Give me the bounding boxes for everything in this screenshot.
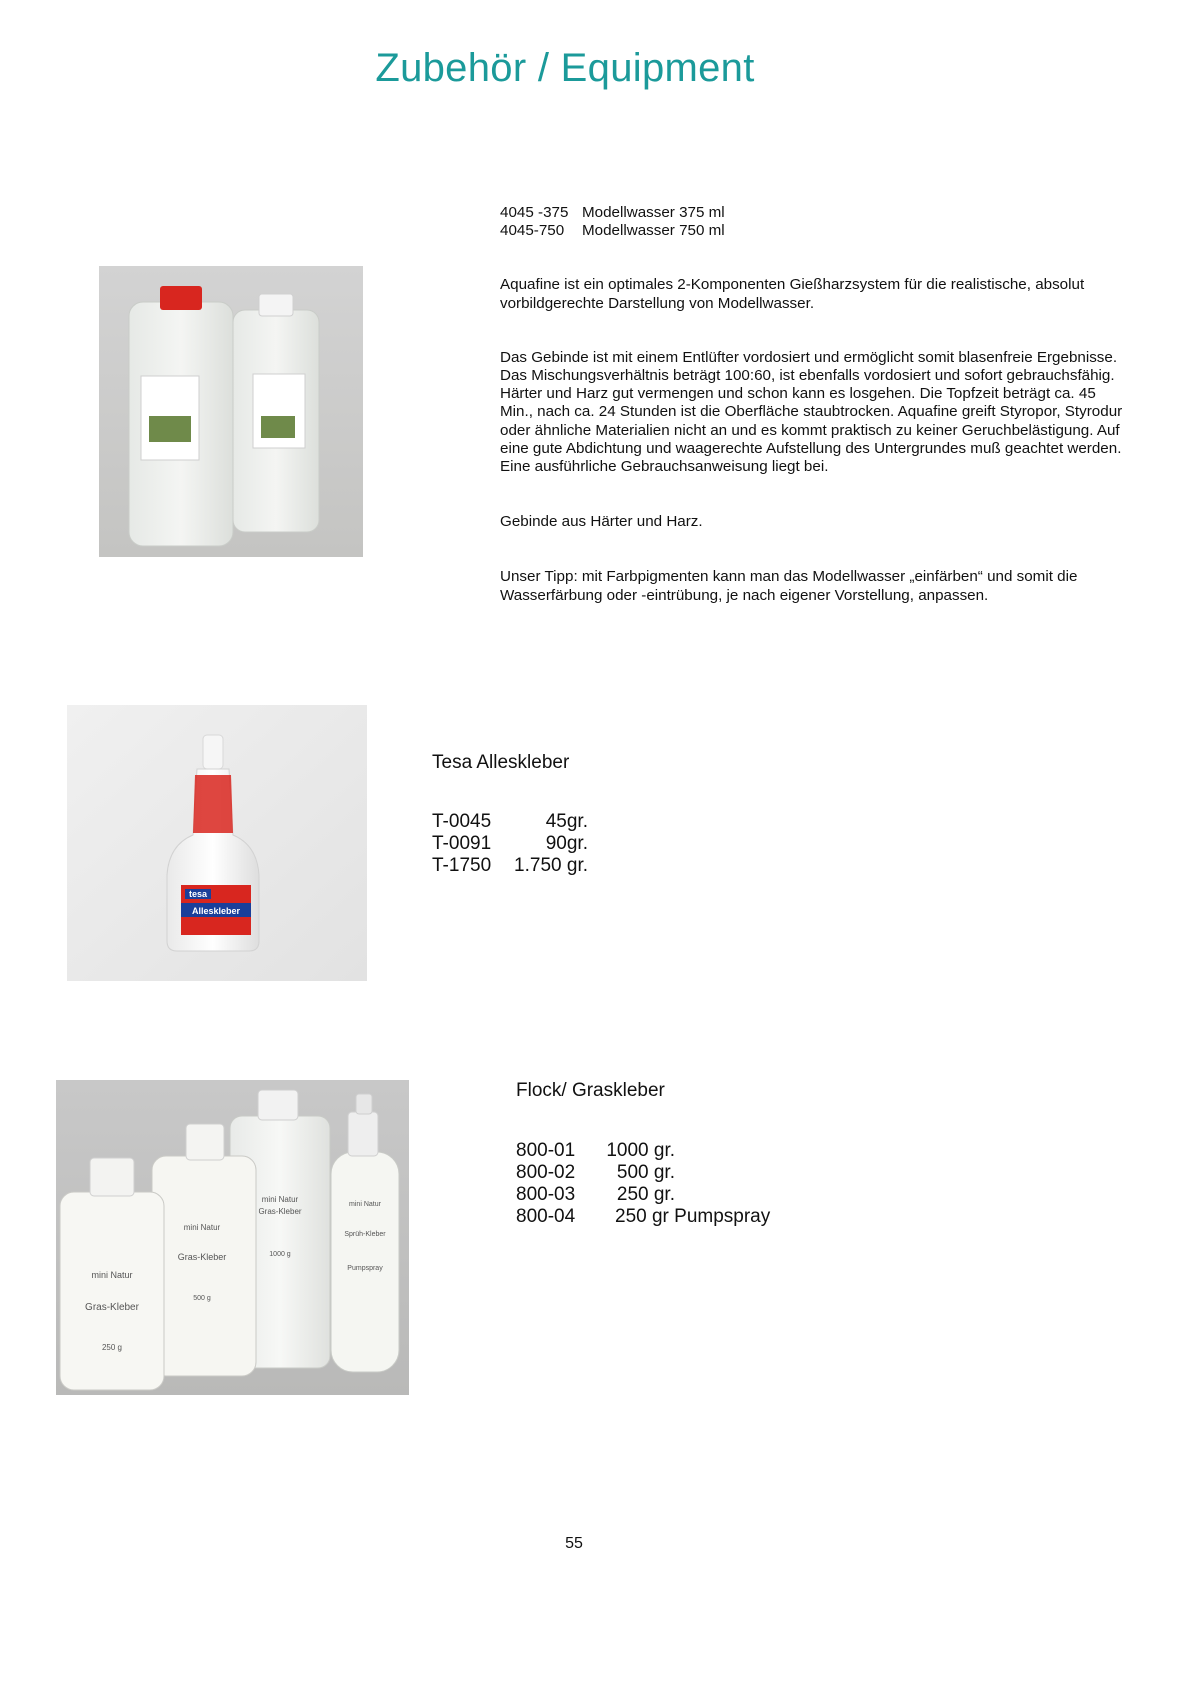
aquafine-paragraph-intro: Aquafine ist ein optimales 2-Komponenten Gießharzsystem für die realistische, absolut vorbildgerechte Darstellung von Modellwasser. bbox=[500, 276, 1085, 312]
article-size: 250 gr. bbox=[616, 1184, 675, 1205]
article-code: 4045-750 bbox=[500, 222, 565, 240]
bottle-label-line: mini Natur bbox=[349, 1201, 381, 1208]
article-size: 500 gr. bbox=[616, 1162, 675, 1183]
article-code: T-1750 bbox=[432, 855, 492, 876]
aquafine-code-row bbox=[500, 222, 1130, 240]
article-code: 800-04 bbox=[516, 1206, 576, 1227]
list-item bbox=[432, 855, 588, 877]
aquafine-paragraph-tip: Unser Tipp: mit Farbpigmenten kann man das Modellwasser „einfärben“ und somit die Wasserfärbung oder -eintrübung, je nach eigener Vorstellung, anpassen. bbox=[500, 568, 1078, 604]
bottle-label-line: mini Natur bbox=[183, 1223, 221, 1232]
article-code: T-0045 bbox=[432, 811, 492, 832]
bottle-label-line: Gras-Kleber bbox=[258, 1207, 302, 1216]
article-name: Modellwasser 750 ml bbox=[582, 222, 725, 240]
bottle-label-line: Gras-Kleber bbox=[177, 1252, 227, 1262]
list-item bbox=[516, 1206, 770, 1228]
article-name: Modellwasser 375 ml bbox=[582, 204, 725, 221]
bottle-label-line: Gras-Kleber bbox=[85, 1302, 139, 1313]
tesa-brand-label: tesa bbox=[188, 889, 208, 899]
flock-photo bbox=[56, 1080, 409, 1395]
article-code: 800-02 bbox=[516, 1162, 576, 1183]
bottle-label-line: Pumpspray bbox=[347, 1265, 383, 1272]
tesa-title: Tesa Alleskleber bbox=[432, 752, 570, 773]
tesa-product-label: Alleskleber bbox=[191, 906, 241, 916]
article-code: 4045 -375 bbox=[500, 204, 569, 221]
tesa-article-list bbox=[432, 811, 588, 877]
aquafine-photo bbox=[99, 266, 363, 557]
bottle-label-line: mini Natur bbox=[261, 1195, 299, 1204]
article-size: 250 gr Pumpspray bbox=[615, 1206, 771, 1227]
page-title: Zubehör / Equipment bbox=[375, 46, 755, 90]
bottle-label-line: Sprüh-Kleber bbox=[344, 1231, 386, 1238]
article-code: 800-01 bbox=[516, 1140, 576, 1161]
aquafine-paragraph-package: Gebinde aus Härter und Harz. bbox=[500, 513, 703, 531]
article-code: T-0091 bbox=[432, 833, 492, 854]
flock-title: Flock/ Graskleber bbox=[516, 1080, 665, 1101]
list-item bbox=[516, 1162, 770, 1184]
article-code: 800-03 bbox=[516, 1184, 576, 1205]
aquafine-paragraph-details: Das Gebinde ist mit einem Entlüfter vordosiert und ermöglicht somit blasenfreie Ergebnisse. Das Mischungsverhältnis beträgt 100:60, ist ebenfalls vordosiert und sofort gebrauchsfähig. Härter und Harz gut vermengen und schon kann es losgehen. Die Topfzeit beträgt ca. 45 Min., nach ca. 24 Stunden ist die Oberfläche staubtrocken. Aquafine greift Styropor, Styrodur oder ähnliche Materialien nicht an und es kommt praktisch zu keiner Geruchbelästigung. Auf eine gute Abdichtung und waagerechte Aufstellung des Untergrundes muß geachtet werden. Eine ausführliche Gebrauchsanweisung liegt bei. bbox=[500, 348, 1123, 476]
bottle-label-line: 250 g bbox=[101, 1343, 123, 1352]
article-size: 90gr. bbox=[545, 833, 588, 854]
list-item bbox=[516, 1184, 770, 1206]
bottle-label-line: 1000 g bbox=[269, 1251, 291, 1258]
article-size: 1000 gr. bbox=[606, 1140, 675, 1161]
list-item bbox=[432, 811, 588, 833]
article-size: 45gr. bbox=[545, 811, 588, 832]
flock-article-list bbox=[516, 1140, 770, 1228]
list-item bbox=[432, 833, 588, 855]
list-item bbox=[516, 1140, 770, 1162]
page-number: 55 bbox=[565, 1535, 583, 1552]
bottle-label-line: 500 g bbox=[193, 1295, 211, 1302]
article-size: 1.750 gr. bbox=[514, 855, 588, 876]
bottle-label-line: mini Natur bbox=[91, 1270, 133, 1280]
tesa-photo bbox=[67, 705, 367, 981]
aquafine-description bbox=[500, 204, 1130, 605]
aquafine-code-row bbox=[500, 204, 1130, 222]
